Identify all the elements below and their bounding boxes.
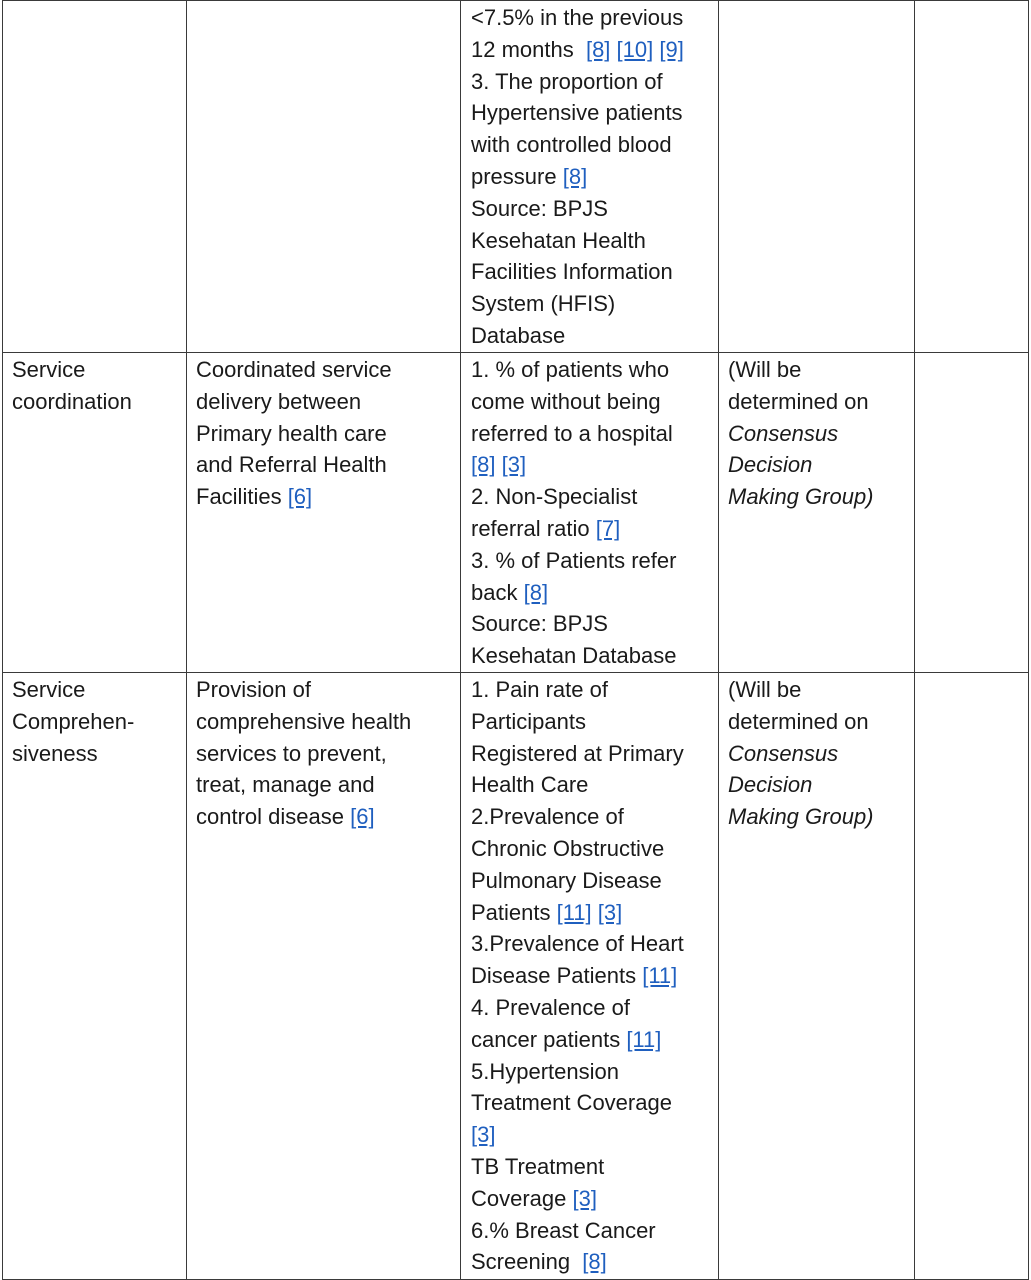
cell-line [471, 386, 714, 418]
cell-line [471, 1151, 714, 1183]
cell-line [471, 865, 714, 897]
cell-line [196, 481, 452, 513]
domain-cell [3, 353, 187, 673]
cell-line [471, 288, 714, 320]
cell-line [471, 1183, 714, 1215]
cell-text: with controlled blood [471, 132, 672, 158]
cell-text: Chronic Obstructive [471, 835, 665, 861]
cell-line [471, 161, 714, 193]
cell-text: 3.Prevalence of Heart [471, 931, 684, 957]
cell-text: 5.Hypertension [471, 1058, 619, 1084]
cell-text: Source: BPJS [471, 195, 608, 221]
cell-line [471, 608, 714, 640]
cell-text: delivery between [196, 388, 362, 414]
citation-link[interactable]: [6] [350, 804, 375, 830]
cell-line [196, 738, 452, 770]
cell-text: Kesehatan Database [471, 643, 677, 669]
cell-text: TB Treatment [471, 1153, 605, 1179]
cell-text: back [471, 579, 524, 605]
cell-line [471, 1087, 714, 1119]
cell-line [196, 706, 452, 738]
cell-text: Health Care [471, 772, 589, 798]
cell-text: Facilities [196, 484, 288, 510]
citation-link[interactable]: [8] [523, 579, 549, 605]
cell-line [471, 1119, 714, 1151]
cell-line [471, 640, 714, 672]
cell-text: System (HFIS) [471, 291, 616, 317]
cell-text: 4. Prevalence of [471, 994, 630, 1020]
cell-line [471, 97, 714, 129]
cell-text: Disease Patients [471, 963, 643, 989]
table-row [3, 672, 1029, 1279]
citation-link[interactable]: [10] [616, 36, 654, 62]
definition-cell [187, 353, 461, 673]
cell-line [471, 1024, 714, 1056]
cell-line [471, 960, 714, 992]
table-row [3, 1, 1029, 353]
target-text: Making Group) [728, 804, 874, 830]
cell-text: Screening [471, 1249, 583, 1275]
cell-text: 1. % of patients who [471, 357, 670, 382]
target-text: (Will be [728, 676, 802, 702]
indicators-cell [461, 1, 719, 353]
cell-text: Provision of [196, 676, 311, 702]
cell-line [196, 769, 452, 801]
cell-line [471, 1215, 714, 1247]
citation-link[interactable]: [8] [585, 36, 611, 62]
domain-cell [3, 1, 187, 353]
cell-text: Pulmonary Disease [471, 867, 662, 893]
cell-text: come without being [471, 388, 661, 414]
cell-text: 3. The proportion of [471, 68, 663, 94]
cell-text: pressure [471, 163, 563, 189]
cell-line [196, 418, 452, 450]
cell-text: referred to a hospital [471, 420, 673, 446]
cell-line [471, 2, 714, 34]
table-row [3, 353, 1029, 673]
cell-text: cancer patients [471, 1026, 627, 1052]
domain-text: Comprehen- [12, 708, 135, 734]
empty-cell [915, 1, 1029, 353]
cell-text: Hypertensive patients [471, 100, 683, 126]
citation-link[interactable]: [11] [642, 963, 678, 989]
target-text: Consensus [728, 420, 839, 446]
cell-line [471, 674, 714, 706]
domain-text: Service [12, 676, 86, 702]
cell-line [471, 225, 714, 257]
cell-line [471, 481, 714, 513]
cell-line [196, 801, 452, 833]
indicators-cell [461, 353, 719, 673]
target-text: Consensus [728, 740, 839, 766]
target-text: Decision [728, 452, 813, 478]
domain-text: coordination [12, 388, 132, 414]
citation-link[interactable]: [6] [287, 484, 313, 510]
indicator-table [2, 0, 1029, 1280]
cell-text: comprehensive health [196, 708, 412, 734]
target-text: Making Group) [728, 484, 874, 510]
table-body [3, 1, 1029, 1280]
citation-link[interactable]: [8] [471, 452, 496, 478]
definition-cell [187, 1, 461, 353]
cell-line [471, 833, 714, 865]
citation-link[interactable]: [7] [595, 515, 621, 541]
target-text: determined on [728, 388, 869, 414]
cell-text: 6.% Breast Cancer [471, 1217, 656, 1243]
cell-line [471, 193, 714, 225]
cell-text: Registered at Primary [471, 740, 684, 766]
citation-link[interactable]: [3] [501, 452, 527, 478]
cell-text: 2.Prevalence of [471, 804, 624, 830]
cell-line [471, 129, 714, 161]
cell-text: Primary health care [196, 420, 387, 446]
cell-line [471, 545, 714, 577]
domain-text: Service [12, 357, 86, 382]
cell-text: control disease [196, 804, 351, 830]
cell-line [471, 449, 714, 481]
citation-link[interactable]: [11] [556, 899, 592, 925]
indicators-cell [461, 672, 719, 1279]
target-cell [719, 1, 915, 353]
cell-text: Facilities Information [471, 259, 673, 285]
target-text: (Will be [728, 357, 802, 382]
domain-text: siveness [12, 740, 98, 766]
cell-line [471, 513, 714, 545]
citation-link[interactable]: [8] [562, 163, 588, 189]
cell-line [471, 256, 714, 288]
citation-link[interactable]: [3] [572, 1185, 597, 1211]
cell-line [471, 928, 714, 960]
cell-text: <7.5% in the previous [471, 5, 684, 30]
cell-line [471, 1246, 714, 1278]
cell-text: referral ratio [471, 515, 596, 541]
cell-text: 12 months [471, 36, 586, 62]
target-cell [719, 672, 915, 1279]
cell-text: services to prevent, [196, 740, 387, 766]
cell-text: and Referral Health [196, 452, 387, 478]
target-text: determined on [728, 708, 869, 734]
cell-line [471, 34, 714, 66]
cell-text: 3. % of Patients refer [471, 547, 677, 573]
cell-line [471, 992, 714, 1024]
citation-link[interactable]: [11] [626, 1026, 662, 1052]
cell-text: Database [471, 322, 566, 348]
cell-line [471, 1056, 714, 1088]
cell-text: treat, manage and [196, 772, 375, 798]
cell-text: Patients [471, 899, 557, 925]
cell-text: Coverage [471, 1185, 573, 1211]
cell-line [471, 66, 714, 98]
cell-text: 1. Pain rate of [471, 676, 608, 702]
citation-link[interactable]: [3] [471, 1122, 496, 1148]
cell-text: Kesehatan Health [471, 227, 646, 253]
cell-line [196, 449, 452, 481]
citation-link[interactable]: [9] [659, 36, 684, 62]
cell-line [471, 801, 714, 833]
cell-text: Treatment Coverage [471, 1090, 672, 1116]
empty-cell [915, 672, 1029, 1279]
cell-line [471, 897, 714, 929]
definition-cell [187, 672, 461, 1279]
cell-line [471, 738, 714, 770]
citation-link[interactable]: [8] [582, 1249, 607, 1275]
cell-line [471, 706, 714, 738]
cell-line [196, 386, 452, 418]
target-text: Decision [728, 772, 813, 798]
cell-text: Coordinated service [196, 357, 392, 382]
cell-line [471, 418, 714, 450]
cell-text: Source: BPJS [471, 611, 608, 637]
domain-cell [3, 672, 187, 1279]
citation-link[interactable]: [3] [597, 899, 623, 925]
target-cell [719, 353, 915, 673]
cell-text: 2. Non-Specialist [471, 484, 638, 510]
cell-text: Participants [471, 708, 586, 734]
cell-line [471, 769, 714, 801]
cell-line [471, 577, 714, 609]
cell-line [196, 354, 452, 386]
cell-line [471, 320, 714, 352]
cell-line [196, 674, 452, 706]
cell-line [471, 354, 714, 386]
empty-cell [915, 353, 1029, 673]
